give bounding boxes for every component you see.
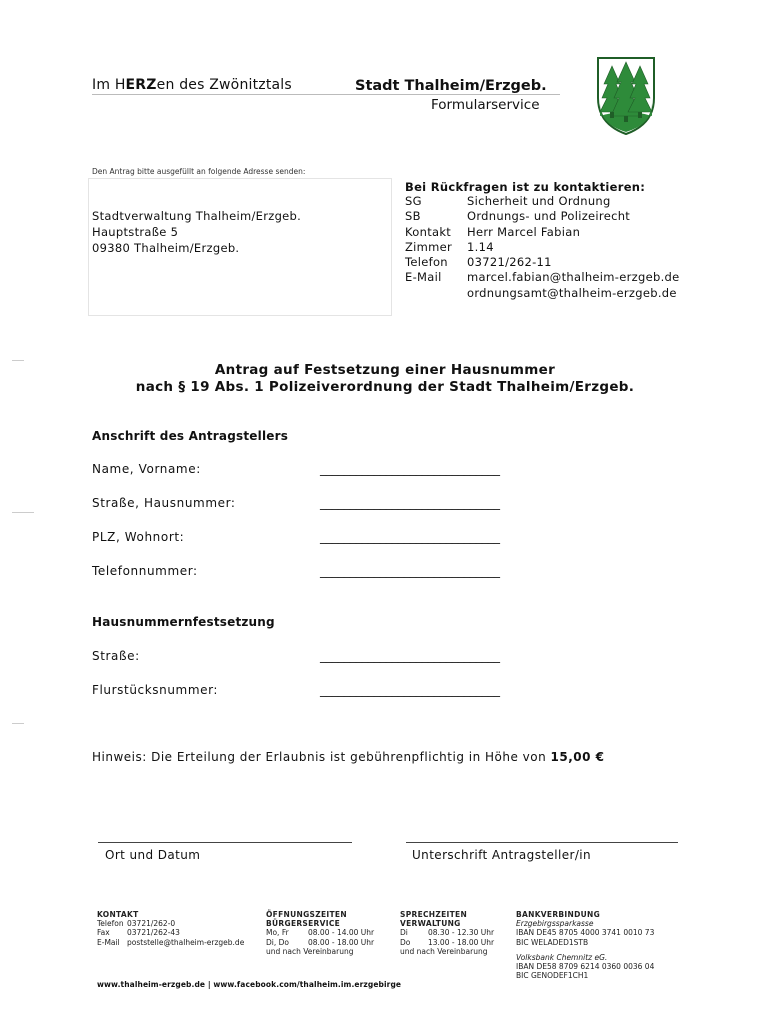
address-line: Hauptstraße 5 (92, 225, 179, 239)
parcel-number-label: Flurstücksnummer: (92, 683, 219, 697)
city-name: Stadt Thalheim/Erzgeb. (355, 78, 547, 94)
footer-links[interactable]: www.thalheim-erzgeb.de | www.facebook.com/thalheim.im.erzgebirge (97, 980, 402, 989)
town-crest-fir-trees-icon (594, 54, 658, 136)
contact-email[interactable]: E-Mail marcel.fabian@thalheim-erzgeb.de (405, 270, 680, 285)
fold-mark (12, 723, 24, 724)
recipient-address (92, 208, 301, 256)
applicant-heading: Anschrift des Antragstellers (92, 429, 289, 443)
contact-heading: Bei Rückfragen ist zu kontaktieren: (405, 180, 646, 194)
phone-field[interactable]: ______________________________ (320, 564, 500, 578)
fold-mark (12, 360, 24, 361)
fee-hint: Hinweis: Die Erteilung der Erlaubnis ist gebührenpflichtig in Höhe von 15,00 € (92, 750, 605, 764)
fee-amount: 15,00 € (550, 750, 605, 764)
address-line: Stadtverwaltung Thalheim/Erzgeb. (92, 209, 302, 223)
name-field[interactable]: ______________________________ (320, 462, 500, 476)
house-street-field[interactable]: ______________________________ (320, 649, 500, 663)
phone-label: Telefonnummer: (92, 564, 198, 578)
street-field[interactable]: ______________________________ (320, 496, 500, 510)
header-divider (92, 94, 560, 95)
zip-city-field[interactable]: ______________________________ (320, 530, 500, 544)
contact-row: Zimmer 1.14 (405, 239, 494, 254)
slogan: Im HERZen des Zwönitztals (92, 77, 292, 93)
signature-label: Unterschrift Antragsteller/in (412, 848, 591, 862)
contact-row: Kontakt Herr Marcel Fabian (405, 224, 581, 239)
footer-office-hours: SPRECHZEITEN VERWALTUNG Di 08.30 - 12.30 Uhr Do 13.00 - 18.00 Uhr und nach Vereinbarung (400, 910, 495, 956)
footer-bank: BANKVERBINDUNG Erzgebirgssparkasse IBAN DE45 8705 4000 3741 0010 73 BIC WELADED1STB Volksbank Chemnitz eG. IBAN DE58 8709 6214 0360 0036 04 BIC GENODEF1CH1 (516, 910, 655, 981)
footer-opening-hours: ÖFFNUNGSZEITEN BÜRGERSERVICE Mo, Fr 08.00 - 14.00 Uhr Di, Do 08.00 - 18.00 Uhr und nach Vereinbarung (266, 910, 375, 956)
zip-city-label: PLZ, Wohnort: (92, 530, 185, 544)
contact-row: SB Ordnungs- und Polizeirecht (405, 209, 631, 224)
signature-line[interactable] (406, 842, 678, 843)
contact-email-2[interactable]: ordnungsamt@thalheim-erzgeb.de (467, 285, 677, 300)
footer-contact: KONTAKT Telefon 03721/262-0 Fax 03721/262-43 E-Mail poststelle@thalheim-erzgeb.de (97, 910, 245, 947)
punch-mark (12, 512, 34, 513)
address-line: 09380 Thalheim/Erzgeb. (92, 241, 240, 255)
name-label: Name, Vorname: (92, 462, 201, 476)
place-date-line[interactable] (98, 842, 352, 843)
contact-row: SG Sicherheit und Ordnung (405, 194, 611, 208)
house-number-heading: Hausnummernfestsetzung (92, 615, 275, 629)
contact-details (405, 194, 680, 301)
form-service-label: Formularservice (431, 97, 540, 113)
contact-row: Telefon 03721/262-11 (405, 255, 552, 270)
form-title: Antrag auf Festsetzung einer Hausnummer nach § 19 Abs. 1 Polizeiverordnung der Stadt Thalheim/Erzgeb. (135, 362, 635, 395)
place-date-label: Ort und Datum (105, 848, 201, 862)
house-street-label: Straße: (92, 649, 140, 663)
parcel-number-field[interactable]: ______________________________ (320, 683, 500, 697)
street-label: Straße, Hausnummer: (92, 496, 236, 510)
send-instruction: Den Antrag bitte ausgefüllt an folgende Adresse senden: (92, 167, 306, 176)
